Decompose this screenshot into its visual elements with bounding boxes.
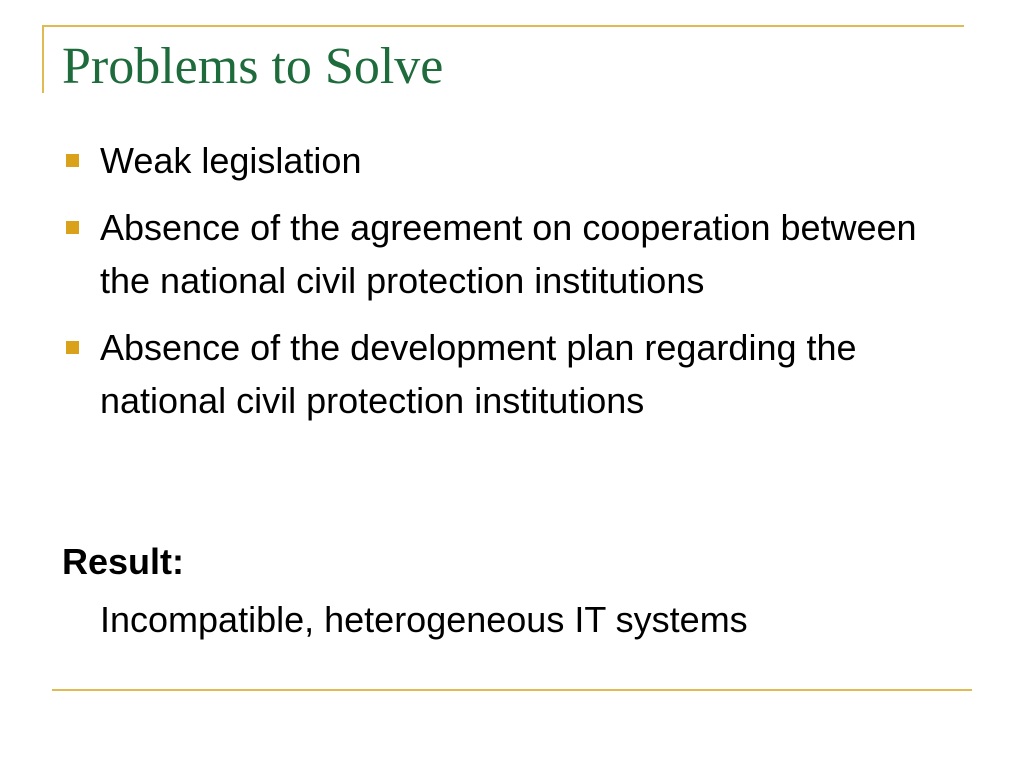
title-frame-top-rule xyxy=(42,25,964,27)
square-bullet-icon xyxy=(66,154,79,167)
title-frame-left-rule xyxy=(42,25,44,93)
bullet-item-weak-legislation xyxy=(62,134,962,187)
square-bullet-icon xyxy=(66,221,79,234)
bullet-text: Absence of the development plan regarding the national civil protection institutions xyxy=(100,327,857,421)
footer-rule xyxy=(52,689,972,691)
result-label: Result: xyxy=(62,541,185,582)
bullet-list xyxy=(62,134,962,441)
slide-title: Problems to Solve xyxy=(62,38,444,95)
bullet-text: Absence of the agreement on cooperation between the national civil protection institutions xyxy=(100,207,917,301)
square-bullet-icon xyxy=(66,341,79,354)
result-text: Incompatible, heterogeneous IT systems xyxy=(100,599,748,640)
bullet-item-absence-of-development-plan xyxy=(62,321,962,427)
bullet-text: Weak legislation xyxy=(100,140,362,181)
bullet-item-absence-of-agreement xyxy=(62,201,962,307)
